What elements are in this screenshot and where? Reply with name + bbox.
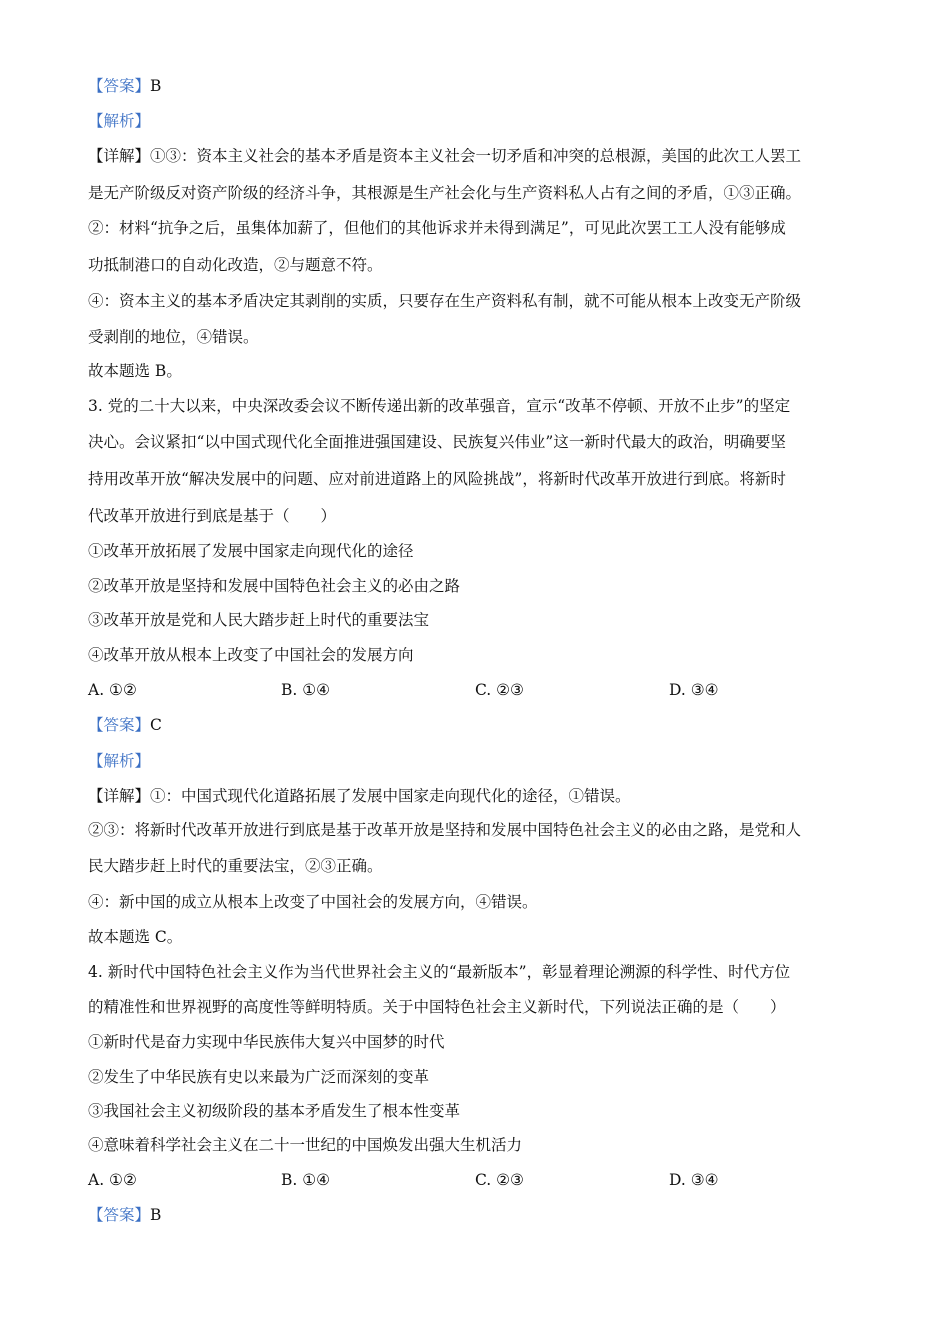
q3-stem-line: 3. 党的二十大以来，中央深改委会议不断传递出新的改革强音，宣示“改革不停顿、开放不止步”的坚定: [88, 397, 791, 415]
answer-tag: 【答案】: [88, 716, 151, 734]
q3-option-c: C. ②③: [475, 681, 524, 699]
q3-option-b: B. ①④: [281, 681, 331, 699]
q3-answer: [88, 715, 863, 735]
q4-statement: ①新时代是奋力实现中华民族伟大复兴中国梦的时代: [88, 1033, 445, 1051]
q2-detail-line: ②：材料“抗争之后，虽集体加薪了，但他们的其他诉求并未得到满足”，可见此次罢工工人没有能够成: [88, 219, 786, 237]
detail-text: ①：中国式现代化道路拓展了发展中国家走向现代化的途径，①错误。: [150, 787, 631, 805]
q3-detail-line: [88, 786, 863, 806]
q3-option-d: D. ③④: [669, 681, 719, 699]
q2-conclusion: 故本题选 B。: [88, 362, 182, 380]
q2-detail-line: ④：资本主义的基本矛盾决定其剥削的实质，只要存在生产资料私有制，就不可能从根本上改变无产阶级: [88, 292, 802, 310]
q2-detail-line: [88, 146, 863, 166]
q3-statement: ④改革开放从根本上改变了中国社会的发展方向: [88, 646, 414, 664]
answer-value: C: [150, 716, 162, 734]
q2-detail-line: 受剥削的地位，④错误。: [88, 328, 259, 346]
q3-stem-line: 持用改革开放“解决发展中的问题、应对前进道路上的风险挑战”，将新时代改革开放进行到底。将新时: [88, 470, 786, 488]
answer-tag: 【答案】: [88, 77, 151, 95]
q3-detail-line: ④：新中国的成立从根本上改变了中国社会的发展方向，④错误。: [88, 893, 538, 911]
q4-stem-line: 4. 新时代中国特色社会主义作为当代世界社会主义的“最新版本”，彰显着理论溯源的科学性、时代方位: [88, 963, 791, 981]
q4-answer: [88, 1205, 863, 1225]
q4-option-b: B. ①④: [281, 1171, 331, 1189]
q3-statement: ②改革开放是坚持和发展中国特色社会主义的必由之路: [88, 577, 461, 595]
q3-stem-line: 代改革开放进行到底是基于（ ）: [88, 507, 337, 525]
analysis-tag: 【解析】: [88, 112, 151, 130]
detail-tag: 【详解】: [88, 787, 151, 805]
q3-statement: ①改革开放拓展了发展中国家走向现代化的途径: [88, 542, 414, 560]
q4-option-d: D. ③④: [669, 1171, 719, 1189]
analysis-tag: 【解析】: [88, 752, 151, 770]
detail-tag: 【详解】: [88, 147, 151, 165]
q4-stem-line: 的精准性和世界视野的高度性等鲜明特质。关于中国特色社会主义新时代，下列说法正确的是（ ）: [88, 998, 786, 1016]
detail-text: ①③：资本主义社会的基本矛盾是资本主义社会一切矛盾和冲突的总根源，美国的此次工人罢工: [150, 147, 802, 165]
q3-statement: ③改革开放是党和人民大踏步赶上时代的重要法宝: [88, 611, 430, 629]
answer-tag: 【答案】: [88, 1206, 151, 1224]
answer-value: B: [150, 77, 162, 95]
q2-answer: [88, 76, 863, 96]
q3-stem-line: 决心。会议紧扣“以中国式现代化全面推进强国建设、民族复兴伟业”这一新时代最大的政治，明确要坚: [88, 433, 786, 451]
q2-detail-line: 是无产阶级反对资产阶级的经济斗争，其根源是生产社会化与生产资料私人占有之间的矛盾，①③正确。: [88, 184, 802, 202]
q2-detail-line: 功抵制港口的自动化改造，②与题意不符。: [88, 256, 383, 274]
q2-analysis-heading: [88, 111, 863, 131]
q3-analysis-heading: [88, 751, 863, 771]
q4-statement: ②发生了中华民族有史以来最为广泛而深刻的变革: [88, 1068, 430, 1086]
q4-statement: ④意味着科学社会主义在二十一世纪的中国焕发出强大生机活力: [88, 1136, 523, 1154]
q3-detail-line: 民大踏步赶上时代的重要法宝，②③正确。: [88, 857, 383, 875]
q3-option-a: A. ①②: [88, 681, 137, 699]
answer-value: B: [150, 1206, 162, 1224]
q4-option-c: C. ②③: [475, 1171, 524, 1189]
q3-conclusion: 故本题选 C。: [88, 928, 183, 946]
q4-option-a: A. ①②: [88, 1171, 137, 1189]
q3-detail-line: ②③：将新时代改革开放进行到底是基于改革开放是坚持和发展中国特色社会主义的必由之路，是党和人: [88, 821, 802, 839]
q4-statement: ③我国社会主义初级阶段的基本矛盾发生了根本性变革: [88, 1102, 461, 1120]
